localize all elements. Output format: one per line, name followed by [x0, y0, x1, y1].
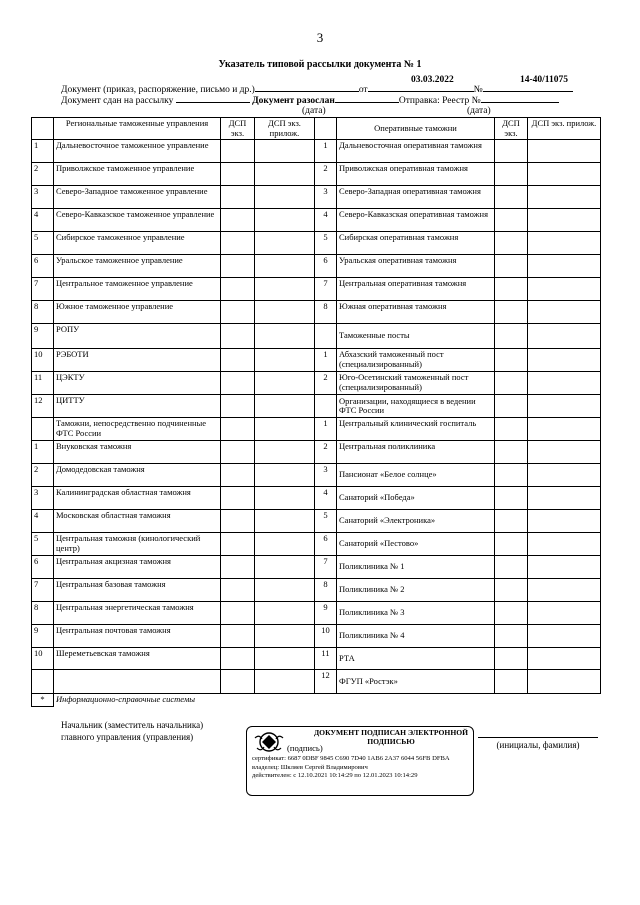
date-caption-2: (дата)	[467, 106, 491, 116]
position-line-2: главного управления (управления)	[61, 732, 194, 742]
cell-dsp-pril-2	[528, 648, 601, 670]
header-line-1	[61, 85, 573, 96]
row-left-number: 1	[32, 140, 54, 163]
cell-dsp-ekz	[221, 556, 255, 579]
cell-dsp-ekz-2	[495, 209, 528, 232]
cell-dsp-pril-2	[528, 556, 601, 579]
row-left-name: Московская областная таможня	[54, 510, 221, 533]
cell-dsp-pril	[255, 418, 315, 441]
row-right-name: РТА	[337, 648, 495, 670]
row-left-name	[54, 670, 221, 694]
table-row	[32, 232, 601, 255]
cell-dsp-pril	[255, 255, 315, 278]
cell-dsp-pril	[255, 349, 315, 372]
row-right-number: 1	[315, 418, 337, 441]
stamp-title: ДОКУМЕНТ ПОДПИСАН ЭЛЕКТРОННОЙ ПОДПИСЬЮ	[313, 728, 469, 746]
row-left-name: ЦЭКТУ	[54, 372, 221, 395]
row-right-name: Дальневосточная оперативная таможня	[337, 140, 495, 163]
row-left-number	[32, 418, 54, 441]
no-label: №	[473, 85, 483, 95]
row-right-name: Поликлиника № 3	[337, 602, 495, 625]
cell-dsp-ekz	[221, 625, 255, 648]
row-left-name: Уральское таможенное управление	[54, 255, 221, 278]
cell-dsp-pril	[255, 556, 315, 579]
row-left-name: Северо-Кавказское таможенное управление	[54, 209, 221, 232]
row-left-name: Центральная почтовая таможня	[54, 625, 221, 648]
col-dsp-ekz-2: ДСП экз.	[495, 118, 528, 140]
cell-dsp-pril-2	[528, 278, 601, 301]
table-row	[32, 209, 601, 232]
cell-dsp-pril-2	[528, 533, 601, 556]
row-right-number: 9	[315, 602, 337, 625]
row-left-number: 1	[32, 441, 54, 464]
row-right-number	[315, 324, 337, 349]
cell-dsp-pril	[255, 510, 315, 533]
row-left-number: 5	[32, 533, 54, 556]
row-left-number: 9	[32, 625, 54, 648]
cell-dsp-ekz	[221, 670, 255, 694]
row-left-name: Северо-Западное таможенное управление	[54, 186, 221, 209]
cell-dsp-ekz	[221, 441, 255, 464]
row-right-name: Уральская оперативная таможня	[337, 255, 495, 278]
row-left-name: Центральное таможенное управление	[54, 278, 221, 301]
signature-caption: (подпись)	[287, 743, 323, 753]
emblem-icon	[252, 730, 286, 756]
cell-dsp-ekz	[221, 186, 255, 209]
row-right-name: Санаторий «Электроника»	[337, 510, 495, 533]
row-right-name: Юго-Осетинский таможенный пост (специализированный)	[337, 372, 495, 395]
cell-dsp-ekz	[221, 278, 255, 301]
row-right-name: Санаторий «Победа»	[337, 487, 495, 510]
cell-dsp-ekz-2	[495, 255, 528, 278]
row-left-number: 9	[32, 324, 54, 349]
cell-dsp-pril-2	[528, 186, 601, 209]
row-right-number: 3	[315, 186, 337, 209]
cell-dsp-ekz-2	[495, 441, 528, 464]
cell-dsp-ekz	[221, 487, 255, 510]
row-right-name: ФГУП «Ростэк»	[337, 670, 495, 694]
table-row	[32, 556, 601, 579]
row-left-number: 4	[32, 209, 54, 232]
row-left-number: 6	[32, 556, 54, 579]
document-title: Указатель типовой рассылки документа № 1	[218, 59, 422, 70]
row-left-name: Шереметьевская таможня	[54, 648, 221, 670]
cell-dsp-pril-2	[528, 510, 601, 533]
cell-dsp-ekz-2	[495, 510, 528, 533]
cell-dsp-pril-2	[528, 579, 601, 602]
cell-dsp-pril	[255, 209, 315, 232]
date-caption-1: (дата)	[302, 106, 326, 116]
row-right-name: Приволжская оперативная таможня	[337, 163, 495, 186]
cell-dsp-pril-2	[528, 163, 601, 186]
cell-dsp-ekz	[221, 533, 255, 556]
row-left-number	[32, 670, 54, 694]
stamp-owner: владелец: Шкляев Сергей Владимирович	[252, 763, 368, 771]
cell-dsp-pril	[255, 625, 315, 648]
cell-dsp-pril-2	[528, 670, 601, 694]
cell-dsp-ekz	[221, 232, 255, 255]
table-row	[32, 163, 601, 186]
doc-type-label: Документ (приказ, распоряжение, письмо и др.)	[61, 85, 255, 95]
table-row	[32, 487, 601, 510]
cell-dsp-ekz-2	[495, 625, 528, 648]
row-right-name: Организации, находящиеся в ведении ФТС России	[337, 395, 495, 418]
row-right-number: 7	[315, 278, 337, 301]
cell-dsp-pril	[255, 163, 315, 186]
row-right-number: 6	[315, 255, 337, 278]
col-regional: Региональные таможенные управления	[54, 118, 221, 140]
cell-dsp-pril	[255, 487, 315, 510]
row-right-number: 1	[315, 140, 337, 163]
cell-dsp-ekz	[221, 163, 255, 186]
row-right-number: 4	[315, 487, 337, 510]
info-systems-row	[32, 694, 601, 707]
table-header-row	[32, 118, 601, 140]
row-left-name: Дальневосточное таможенное управление	[54, 140, 221, 163]
row-right-name: Сибирская оперативная таможня	[337, 232, 495, 255]
table-row	[32, 186, 601, 209]
row-right-name: Поликлиника № 2	[337, 579, 495, 602]
doc-number: 14-40/11075	[520, 75, 569, 85]
stamp-certificate: сертификат: 6687 0DBF 9845 C690 7D40 1AB6 2A37 6044 56FB DFBA	[252, 755, 450, 762]
cell-dsp-ekz	[221, 418, 255, 441]
cell-dsp-pril-2	[528, 232, 601, 255]
cell-dsp-ekz	[221, 602, 255, 625]
row-right-name: Санаторий «Пестово»	[337, 533, 495, 556]
row-left-name: Домодедовская таможня	[54, 464, 221, 487]
cell-dsp-pril-2	[528, 441, 601, 464]
cell-dsp-pril-2	[528, 487, 601, 510]
initials-caption: (инициалы, фамилия)	[478, 737, 598, 750]
row-left-number: 4	[32, 510, 54, 533]
cell-dsp-pril	[255, 372, 315, 395]
cell-dsp-ekz-2	[495, 648, 528, 670]
cell-dsp-pril	[255, 533, 315, 556]
row-right-number: 4	[315, 209, 337, 232]
cell-dsp-pril	[255, 395, 315, 418]
cell-dsp-ekz-2	[495, 418, 528, 441]
cell-dsp-ekz-2	[495, 140, 528, 163]
row-right-number: 8	[315, 301, 337, 324]
cell-dsp-ekz	[221, 395, 255, 418]
cell-dsp-pril	[255, 464, 315, 487]
table-row	[32, 395, 601, 418]
cell-dsp-pril-2	[528, 464, 601, 487]
row-left-number: 2	[32, 464, 54, 487]
row-left-number: 5	[32, 232, 54, 255]
cell-dsp-ekz-2	[495, 579, 528, 602]
row-right-number: 6	[315, 533, 337, 556]
sent-label: Документ разослан	[252, 96, 335, 106]
cell-dsp-ekz	[221, 579, 255, 602]
cell-dsp-ekz	[221, 510, 255, 533]
table-row	[32, 648, 601, 670]
row-left-number: 8	[32, 301, 54, 324]
e-signature-stamp	[246, 726, 474, 796]
table-row	[32, 278, 601, 301]
row-left-number: 7	[32, 579, 54, 602]
cell-dsp-ekz	[221, 255, 255, 278]
cell-dsp-pril-2	[528, 255, 601, 278]
table-row	[32, 510, 601, 533]
row-left-number: 3	[32, 487, 54, 510]
row-left-name: Центральная таможня (кинологический центр)	[54, 533, 221, 556]
table-row	[32, 464, 601, 487]
table-row	[32, 324, 601, 349]
cell-dsp-ekz	[221, 301, 255, 324]
row-right-number: 2	[315, 163, 337, 186]
table-row	[32, 255, 601, 278]
cell-dsp-pril-2	[528, 395, 601, 418]
row-left-name: ЦИТТУ	[54, 395, 221, 418]
cell-dsp-pril-2	[528, 209, 601, 232]
cell-dsp-pril-2	[528, 602, 601, 625]
row-right-name: Пансионат «Белое солнце»	[337, 464, 495, 487]
submitted-label: Документ сдан на рассылку	[61, 96, 174, 106]
col-dsp-ekz: ДСП экз.	[221, 118, 255, 140]
stamp-validity: действителен: с 12.10.2021 10:14:29 по 12.01.2023 10:14:29	[252, 772, 418, 780]
table-row	[32, 579, 601, 602]
row-right-number: 12	[315, 670, 337, 694]
row-right-name: Таможенные посты	[337, 324, 495, 349]
row-right-name: Северо-Кавказская оперативная таможня	[337, 209, 495, 232]
row-right-number	[315, 395, 337, 418]
cell-dsp-ekz-2	[495, 301, 528, 324]
row-right-name: Поликлиника № 1	[337, 556, 495, 579]
cell-dsp-ekz-2	[495, 163, 528, 186]
cell-dsp-ekz-2	[495, 186, 528, 209]
row-right-name: Центральная поликлиника	[337, 441, 495, 464]
row-left-name: Центральная энергетическая таможня	[54, 602, 221, 625]
table-row	[32, 625, 601, 648]
row-right-name: Центральный клинический госпиталь	[337, 418, 495, 441]
table-row	[32, 372, 601, 395]
col-dsp-pril: ДСП экз. прилож.	[255, 118, 315, 140]
cell-dsp-ekz-2	[495, 602, 528, 625]
row-left-name: Внуковская таможня	[54, 441, 221, 464]
table-row	[32, 349, 601, 372]
row-left-number: 6	[32, 255, 54, 278]
cell-dsp-ekz-2	[495, 395, 528, 418]
cell-dsp-ekz	[221, 349, 255, 372]
row-left-number: 11	[32, 372, 54, 395]
row-right-number: 10	[315, 625, 337, 648]
cell-dsp-ekz	[221, 140, 255, 163]
table-row	[32, 441, 601, 464]
row-right-name: Абхазский таможенный пост (специализированный)	[337, 349, 495, 372]
row-left-name: РЭБОТИ	[54, 349, 221, 372]
table-row	[32, 533, 601, 556]
row-right-name: Центральная оперативная таможня	[337, 278, 495, 301]
row-right-number: 2	[315, 372, 337, 395]
distribution-table	[31, 117, 601, 707]
cell-dsp-ekz	[221, 464, 255, 487]
cell-dsp-pril-2	[528, 301, 601, 324]
cell-dsp-pril	[255, 602, 315, 625]
col-dsp-pril-2: ДСП экз. прилож.	[528, 118, 601, 140]
row-left-number: 10	[32, 349, 54, 372]
position-line-1: Начальник (заместитель начальника)	[61, 720, 204, 730]
row-left-name: Центральная акцизная таможня	[54, 556, 221, 579]
row-left-name: Калининградская областная таможня	[54, 487, 221, 510]
row-right-number: 8	[315, 579, 337, 602]
cell-dsp-pril	[255, 441, 315, 464]
row-right-number: 11	[315, 648, 337, 670]
cell-dsp-pril-2	[528, 349, 601, 372]
cell-dsp-ekz-2	[495, 232, 528, 255]
row-right-number: 5	[315, 232, 337, 255]
cell-dsp-pril	[255, 232, 315, 255]
cell-dsp-ekz-2	[495, 533, 528, 556]
row-left-name: Южное таможенное управление	[54, 301, 221, 324]
cell-dsp-ekz-2	[495, 278, 528, 301]
cell-dsp-pril	[255, 324, 315, 349]
cell-dsp-ekz-2	[495, 372, 528, 395]
signature-position	[61, 719, 203, 743]
row-left-name: Центральная базовая таможня	[54, 579, 221, 602]
cell-dsp-pril	[255, 278, 315, 301]
doc-date: 03.03.2022	[411, 75, 454, 85]
cell-dsp-pril-2	[528, 372, 601, 395]
cell-dsp-pril	[255, 648, 315, 670]
cell-dsp-pril-2	[528, 418, 601, 441]
cell-dsp-ekz-2	[495, 556, 528, 579]
row-left-number: 2	[32, 163, 54, 186]
info-systems-label: Информационно-справочные системы	[54, 694, 601, 707]
table-row	[32, 418, 601, 441]
cell-dsp-pril	[255, 186, 315, 209]
cell-dsp-ekz-2	[495, 349, 528, 372]
cell-dsp-ekz	[221, 324, 255, 349]
cell-dsp-pril-2	[528, 625, 601, 648]
row-left-number: 12	[32, 395, 54, 418]
dispatch-label: Отправка: Реестр №	[398, 96, 481, 106]
info-mark: *	[32, 694, 54, 707]
cell-dsp-ekz-2	[495, 670, 528, 694]
row-left-name: РОПУ	[54, 324, 221, 349]
col-operative: Оперативные таможни	[337, 118, 495, 140]
table-row	[32, 602, 601, 625]
table-row	[32, 670, 601, 694]
row-left-number: 3	[32, 186, 54, 209]
row-right-number: 3	[315, 464, 337, 487]
row-left-number: 10	[32, 648, 54, 670]
row-right-name: Северо-Западная оперативная таможня	[337, 186, 495, 209]
row-right-number: 5	[315, 510, 337, 533]
row-left-name: Приволжское таможенное управление	[54, 163, 221, 186]
cell-dsp-pril	[255, 579, 315, 602]
cell-dsp-ekz	[221, 648, 255, 670]
cell-dsp-ekz	[221, 372, 255, 395]
row-right-number: 2	[315, 441, 337, 464]
row-right-number: 1	[315, 349, 337, 372]
cell-dsp-pril	[255, 670, 315, 694]
row-left-name: Сибирское таможенное управление	[54, 232, 221, 255]
cell-dsp-ekz-2	[495, 487, 528, 510]
table-row	[32, 301, 601, 324]
row-right-name: Поликлиника № 4	[337, 625, 495, 648]
cell-dsp-pril	[255, 140, 315, 163]
row-left-name: Таможни, непосредственно подчиненные ФТС России	[54, 418, 221, 441]
cell-dsp-ekz-2	[495, 324, 528, 349]
cell-dsp-ekz-2	[495, 464, 528, 487]
cell-dsp-ekz	[221, 209, 255, 232]
row-right-name: Южная оперативная таможня	[337, 301, 495, 324]
table-row	[32, 140, 601, 163]
from-label: от	[358, 85, 368, 95]
row-right-number: 7	[315, 556, 337, 579]
cell-dsp-pril-2	[528, 324, 601, 349]
row-left-number: 7	[32, 278, 54, 301]
cell-dsp-pril	[255, 301, 315, 324]
page-number: 3	[316, 30, 324, 45]
row-left-number: 8	[32, 602, 54, 625]
cell-dsp-pril-2	[528, 140, 601, 163]
